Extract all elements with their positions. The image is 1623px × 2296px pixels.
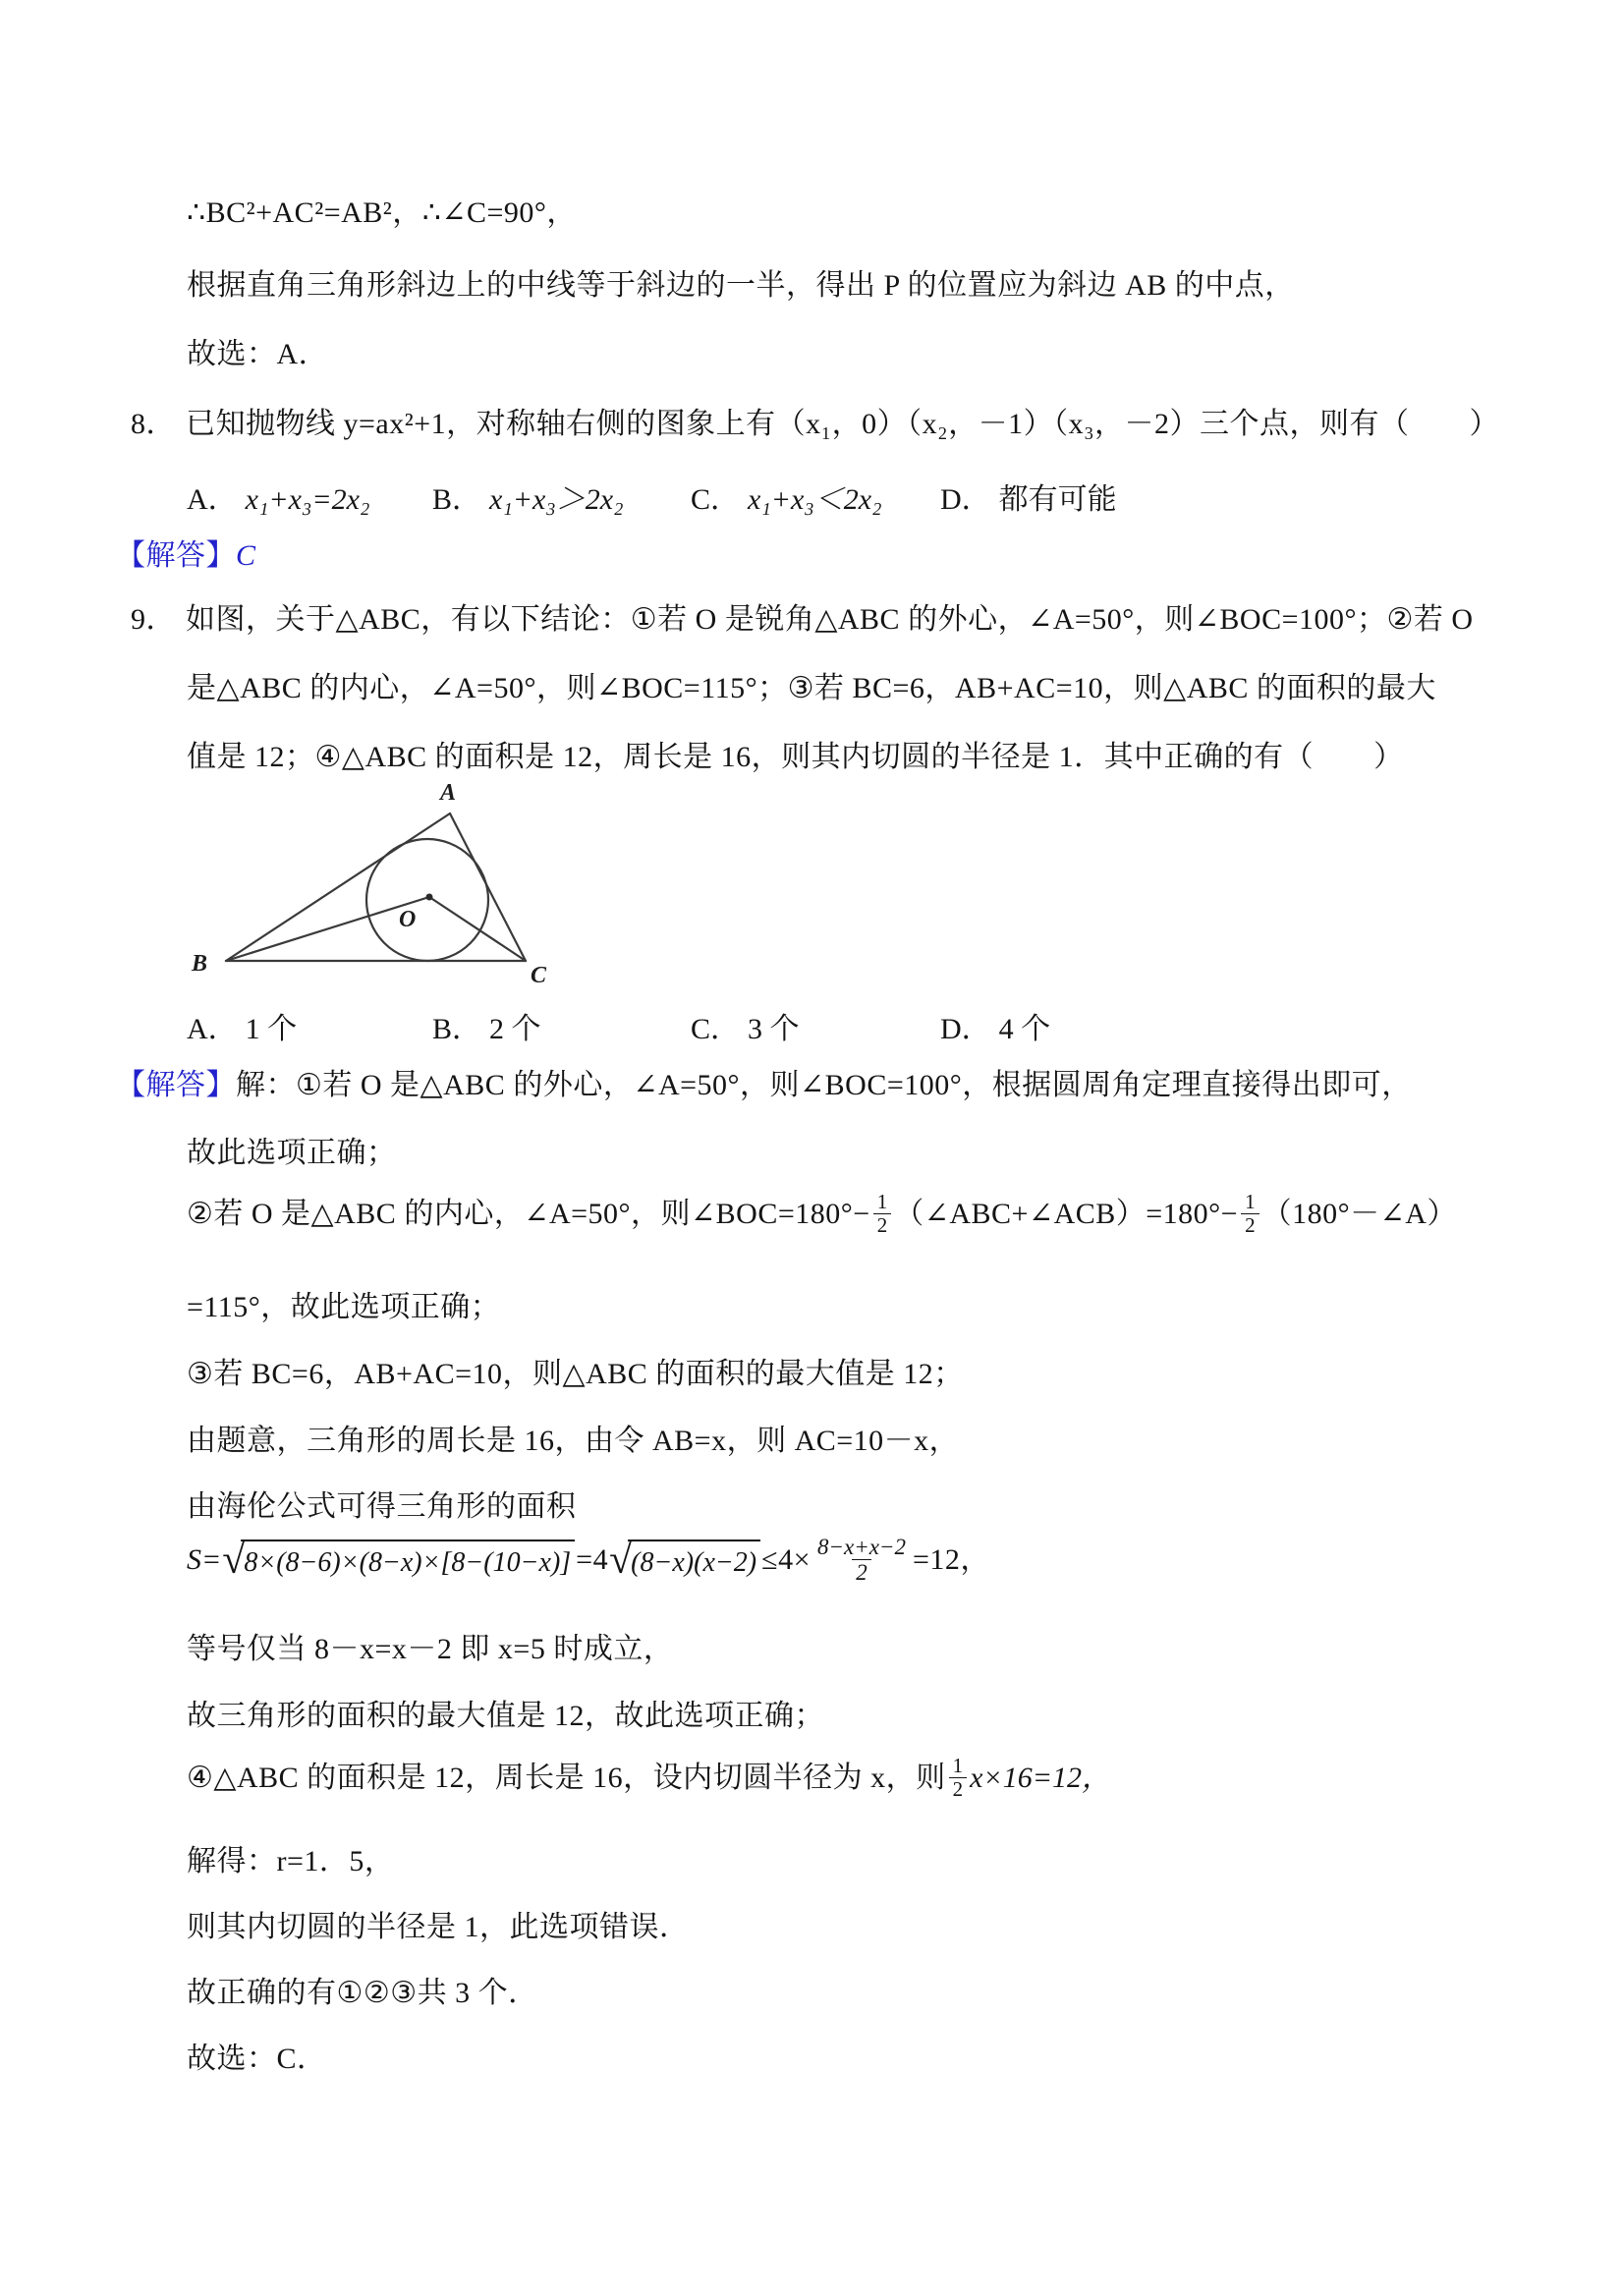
fraction-denominator: 2: [873, 1213, 892, 1237]
q9-solution-text-1: 解：①若 O 是△ABC 的外心，∠A=50°，则∠BOC=100°，根据圆周角定理直接得出即可，: [236, 1069, 1412, 1101]
question-9-stem-line-1: [131, 601, 1474, 639]
q9-solution-line-12: 解得：r=1．5，: [187, 1845, 395, 1877]
q9-solution-line-5: ③若 BC=6，AB+AC=10，则△ABC 的面积的最大值是 12；: [187, 1358, 964, 1390]
question-8-number: 8．: [131, 408, 176, 440]
heron-end: =12，: [912, 1543, 990, 1577]
q8-option-b-text: x₁+x₃＞2x₂: [489, 483, 624, 516]
q8-option-b-label: B．: [432, 483, 482, 516]
question-9-number: 9．: [131, 603, 176, 636]
q8-option-d-label: D．: [940, 483, 991, 516]
q9-solution-line-14: 故正确的有①②③共 3 个．: [187, 1977, 538, 2009]
fraction-numerator: 1: [952, 1754, 964, 1777]
q9-solution-line-9: 等号仅当 8－x=x－2 即 x=5 时成立，: [187, 1633, 674, 1665]
prev-solution-answer: 故选：A．: [187, 338, 329, 370]
question-8-text: 已知抛物线 y=ax²+1，对称轴右侧的图象上有（x₁，0）（x₂，－1）（x₃，－2）三个点，则有（ ）: [186, 408, 1500, 440]
triangle-incircle-figure: [138, 774, 609, 995]
radical-2: [609, 1537, 760, 1583]
fraction-one-half: [873, 1191, 892, 1237]
segment-o-to-c: [429, 897, 526, 961]
q8-option-c-label: C．: [691, 483, 741, 516]
q9-option-a: [187, 1004, 297, 1047]
vertex-label-a: A: [440, 780, 457, 806]
question-8-stem: [131, 406, 1499, 443]
q9-solution-line-1: [116, 1067, 1412, 1104]
q9-solution-line-11: [187, 1755, 1111, 1801]
sol3-pre: ②若 O 是△ABC 的内心，∠A=50°，则∠BOC=180°−: [187, 1197, 870, 1230]
question-9-text-1: 如图，关于△ABC，有以下结论：①若 O 是锐角△ABC 的外心，∠A=50°，则∠BOC=100°；②若 O: [186, 603, 1474, 636]
heron-s-equals: S=: [187, 1543, 222, 1577]
radicand-1: 8×(8−6)×(8−x)×[8−(10−x)]: [241, 1540, 575, 1581]
q8-option-a-label: A．: [187, 483, 238, 516]
sol3-post: （180°－∠A）: [1261, 1197, 1457, 1230]
q9-option-c-text: 3 个: [748, 1013, 800, 1045]
q9-solution-line-13: 则其内切圆的半径是 1，此选项错误．: [187, 1911, 690, 1943]
q8-option-c: [691, 475, 882, 518]
q9-option-b-text: 2 个: [489, 1013, 541, 1045]
prev-solution-line-2: 根据直角三角形斜边上的中线等于斜边的一半，得出 P 的位置应为斜边 AB 的中点，: [187, 269, 1295, 302]
q9-solution-line-3: [187, 1191, 1457, 1237]
q9-option-a-label: A．: [187, 1013, 238, 1045]
fraction-denominator: 2: [949, 1777, 968, 1801]
q9-option-d: [940, 1004, 1050, 1047]
fraction-numerator: 1: [1245, 1190, 1256, 1213]
vertex-label-b: B: [192, 951, 208, 977]
fraction-numerator: 1: [876, 1190, 888, 1213]
q8-option-b: [432, 475, 624, 518]
q9-solution-line-4: =115°，故此选项正确；: [187, 1291, 501, 1323]
q8-option-a: [187, 475, 369, 518]
heron-equals-4: =4: [576, 1543, 609, 1577]
q9-option-c-label: C．: [691, 1013, 741, 1045]
q9-solution-line-7: 由海伦公式可得三角形的面积: [187, 1490, 577, 1523]
q8-answer-line: [116, 537, 255, 575]
q9-option-b-label: B．: [432, 1013, 482, 1045]
radicand-2: (8−x)(x−2): [628, 1540, 760, 1581]
question-9-stem-line-3: 值是 12；④△ABC 的面积是 12，周长是 16，则其内切圆的半径是 1．其中正确的有（ ）: [187, 741, 1404, 773]
q8-answer-value: C: [236, 539, 256, 572]
q9-solution-final-answer: 故选：C．: [187, 2043, 327, 2075]
q9-solution-line-10: 故三角形的面积的最大值是 12，故此选项正确；: [187, 1700, 824, 1732]
q9-option-d-label: D．: [940, 1013, 991, 1045]
fraction-one-half: [949, 1755, 968, 1801]
question-9-stem-line-2: 是△ABC 的内心，∠A=50°，则∠BOC=115°；③若 BC=6，AB+AC=10，则△ABC 的面积的最大: [187, 672, 1436, 704]
radical-1: [222, 1537, 575, 1583]
fraction-denominator: 2: [1241, 1213, 1259, 1237]
vertex-label-c: C: [531, 963, 547, 988]
fraction-numerator: 8−x+x−2: [817, 1535, 906, 1559]
q8-answer-tag: 【解答】: [116, 539, 236, 572]
prev-solution-line-1: ∴BC²+AC²=AB²，∴∠C=90°，: [187, 196, 577, 229]
sol3-mid: （∠ABC+∠ACB）=180°−: [894, 1197, 1239, 1230]
amgm-fraction: [813, 1535, 910, 1586]
heron-le: ≤4×: [761, 1543, 811, 1577]
radical-sign: √: [222, 1537, 246, 1583]
incenter-dot: [426, 894, 433, 901]
center-label-o: O: [399, 907, 417, 932]
sol11-post: x×16=12，: [970, 1761, 1111, 1794]
sol11-pre: ④△ABC 的面积是 12，周长是 16，设内切圆半径为 x，则: [187, 1761, 946, 1794]
q8-option-d-text: 都有可能: [998, 483, 1117, 516]
q9-option-c: [691, 1004, 800, 1047]
q9-option-a-text: 1 个: [245, 1013, 298, 1045]
q9-solution-heron-formula: [187, 1535, 990, 1586]
q9-option-b: [432, 1004, 541, 1047]
radical-sign: √: [609, 1537, 633, 1583]
side-ab: [226, 813, 450, 961]
q9-solution-line-2: 故此选项正确；: [187, 1137, 397, 1169]
q9-solution-line-6: 由题意，三角形的周长是 16，由令 AB=x，则 AC=10－x，: [187, 1425, 960, 1457]
q8-option-d: [940, 475, 1117, 518]
fraction-denominator: 2: [852, 1559, 871, 1585]
q8-option-c-text: x₁+x₃＜2x₂: [748, 483, 882, 516]
q9-option-d-text: 4 个: [998, 1013, 1051, 1045]
incircle: [366, 839, 488, 961]
q9-answer-tag: 【解答】: [116, 1069, 236, 1101]
fraction-one-half: [1241, 1191, 1259, 1237]
q8-option-a-text: x₁+x₃=2x₂: [245, 483, 370, 516]
